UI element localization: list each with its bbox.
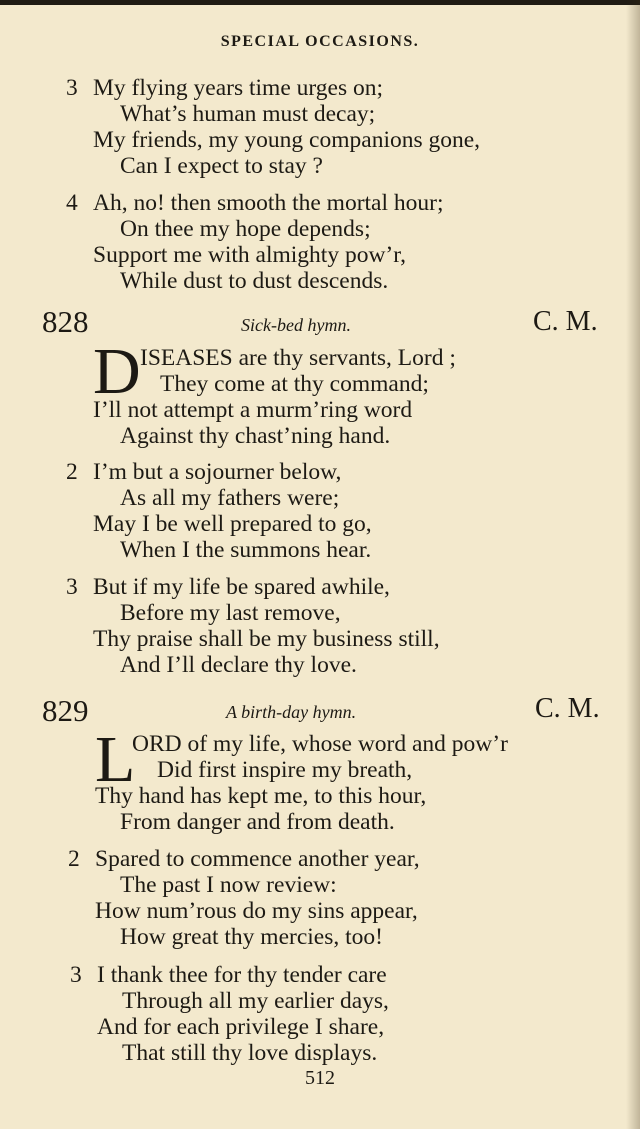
verse-line: That still thy love displays.	[122, 1040, 378, 1066]
verse-line: And for each privilege I share,	[97, 1014, 385, 1040]
drop-cap: D	[93, 335, 141, 408]
hymn-number: 828	[42, 304, 89, 339]
stanza-number: 3	[66, 574, 78, 600]
verse-line: How great thy mercies, too!	[120, 924, 383, 950]
stanza-number: 3	[66, 75, 78, 101]
stanza-number: 2	[68, 846, 80, 872]
hymn-meter: C. M.	[533, 306, 598, 337]
verse-line: ORD of my life, whose word and pow’r	[132, 731, 508, 757]
verse-line: Thy hand has kept me, to this hour,	[95, 783, 427, 809]
verse-line: How num’rous do my sins appear,	[95, 898, 418, 924]
verse-line: Thy praise shall be my business still,	[93, 626, 440, 652]
verse-line: I’ll not attempt a murm’ring word	[93, 397, 413, 423]
verse-line: Can I expect to stay ?	[120, 153, 323, 179]
hymn-meter: C. M.	[535, 693, 600, 724]
verse-line: And I’ll declare thy love.	[120, 652, 357, 678]
verse-line: They come at thy command;	[160, 371, 429, 397]
verse-line: ISEASES are thy servants, Lord ;	[140, 345, 456, 371]
verse-line: The past I now review:	[120, 872, 337, 898]
page-edge-shadow	[626, 0, 640, 1129]
verse-line: As all my fathers were;	[120, 485, 340, 511]
verse-line: I’m but a sojourner below,	[93, 459, 342, 485]
verse-line: I thank thee for thy tender care	[97, 962, 387, 988]
verse-line: May I be well prepared to go,	[93, 511, 372, 537]
page-number: 512	[305, 1067, 335, 1089]
verse-line: My friends, my young companions gone,	[93, 127, 481, 153]
hymn-title: A birth-day hymn.	[226, 702, 357, 722]
verse-line: When I the summons hear.	[120, 537, 372, 563]
verse-line: Through all my earlier days,	[122, 988, 389, 1014]
stanza-number: 2	[66, 459, 78, 485]
stanza-number: 4	[66, 190, 78, 216]
hymn-number: 829	[42, 693, 89, 728]
verse-line: My flying years time urges on;	[93, 75, 384, 101]
verse-line: Ah, no! then smooth the mortal hour;	[93, 190, 444, 216]
verse-line: Did first inspire my breath,	[157, 757, 413, 783]
verse-line: While dust to dust descends.	[120, 268, 389, 294]
verse-line: On thee my hope depends;	[120, 216, 371, 242]
verse-line: From danger and from death.	[120, 809, 395, 835]
hymn-title: Sick-bed hymn.	[241, 315, 351, 335]
verse-line: Before my last remove,	[120, 600, 341, 626]
verse-line: Support me with almighty pow’r,	[93, 242, 407, 268]
drop-cap: L	[95, 723, 136, 796]
verse-line: Against thy chast’ning hand.	[120, 423, 391, 449]
verse-line: Spared to commence another year,	[95, 846, 420, 872]
verse-line: What’s human must decay;	[120, 101, 376, 127]
running-head: SPECIAL OCCASIONS.	[220, 33, 420, 50]
top-rule	[0, 0, 640, 5]
verse-line: But if my life be spared awhile,	[93, 574, 390, 600]
stanza-number: 3	[70, 962, 82, 988]
